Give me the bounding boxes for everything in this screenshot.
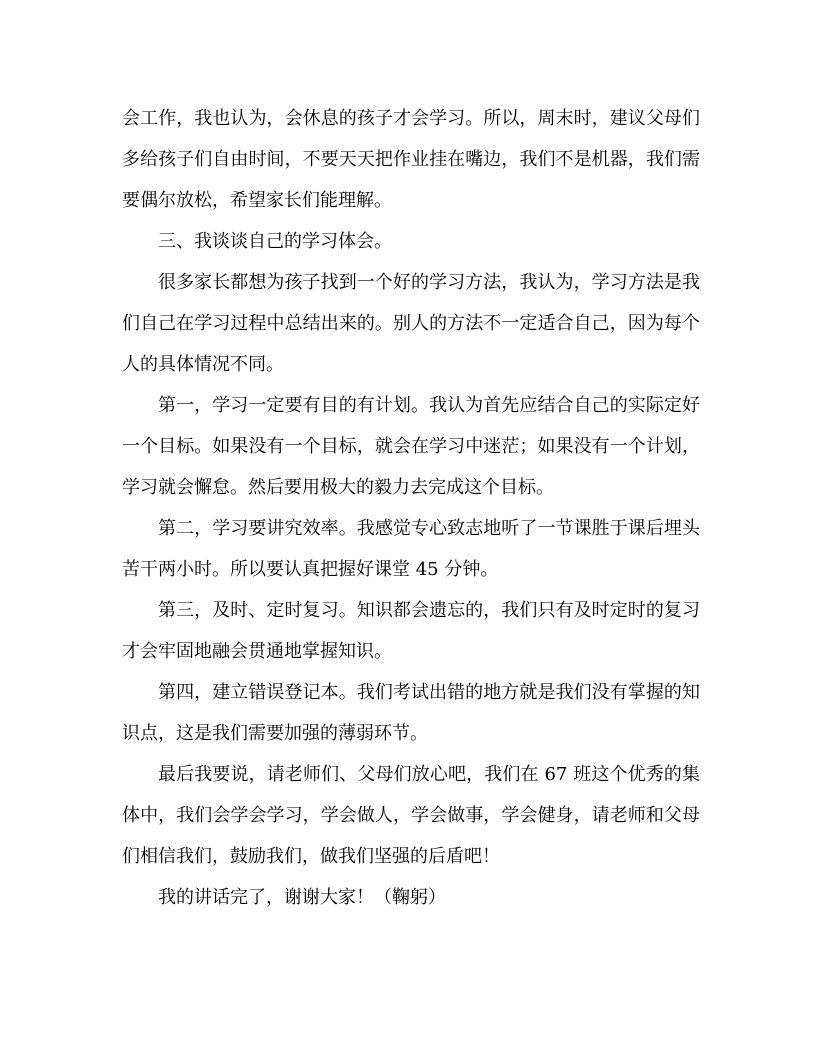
paragraph-section-three-heading: 三、我谈谈自己的学习体会。 bbox=[158, 231, 392, 252]
paragraph-point-one: 第一，学习一定要有目的有计划。我认为首先应结合自己的实际定好一个目标。如果没有一个目标，就会在学习中迷茫；如果没有一个计划，学习就会懈怠。然后要用极大的毅力去完成这个目标。 bbox=[122, 395, 700, 498]
paragraph-point-two: 第二，学习要讲究效率。我感觉专心致志地听了一节课胜于课后埋头苦干两小时。所以要认真把握好课堂 45 分钟。 bbox=[122, 518, 700, 580]
paragraph-rest-advice: 会工作，我也认为，会休息的孩子才会学习。所以，周末时，建议父母们多给孩子们自由时间，不要天天把作业挂在嘴边，我们不是机器，我们需要偶尔放松，希望家长们能理解。 bbox=[122, 108, 700, 211]
paragraph-point-four: 第四，建立错误登记本。我们考试出错的地方就是我们没有掌握的知识点，这是我们需要加强的薄弱环节。 bbox=[122, 682, 700, 744]
document-body bbox=[122, 98, 700, 918]
paragraph-closing: 最后我要说，请老师们、父母们放心吧，我们在 67 班这个优秀的集体中，我们会学会学习，学会做人，学会做事，学会健身，请老师和父母们相信我们，鼓励我们，做我们坚强的后盾吧！ bbox=[122, 764, 700, 867]
paragraph-thanks: 我的讲话完了，谢谢大家！（鞠躬） bbox=[158, 887, 446, 908]
paragraph-learning-method: 很多家长都想为孩子找到一个好的学习方法，我认为，学习方法是我们自己在学习过程中总结出来的。别人的方法不一定适合自己，因为每个人的具体情况不同。 bbox=[122, 272, 700, 375]
paragraph-point-three: 第三，及时、定时复习。知识都会遗忘的，我们只有及时定时的复习才会牢固地融会贯通地掌握知识。 bbox=[122, 600, 700, 662]
